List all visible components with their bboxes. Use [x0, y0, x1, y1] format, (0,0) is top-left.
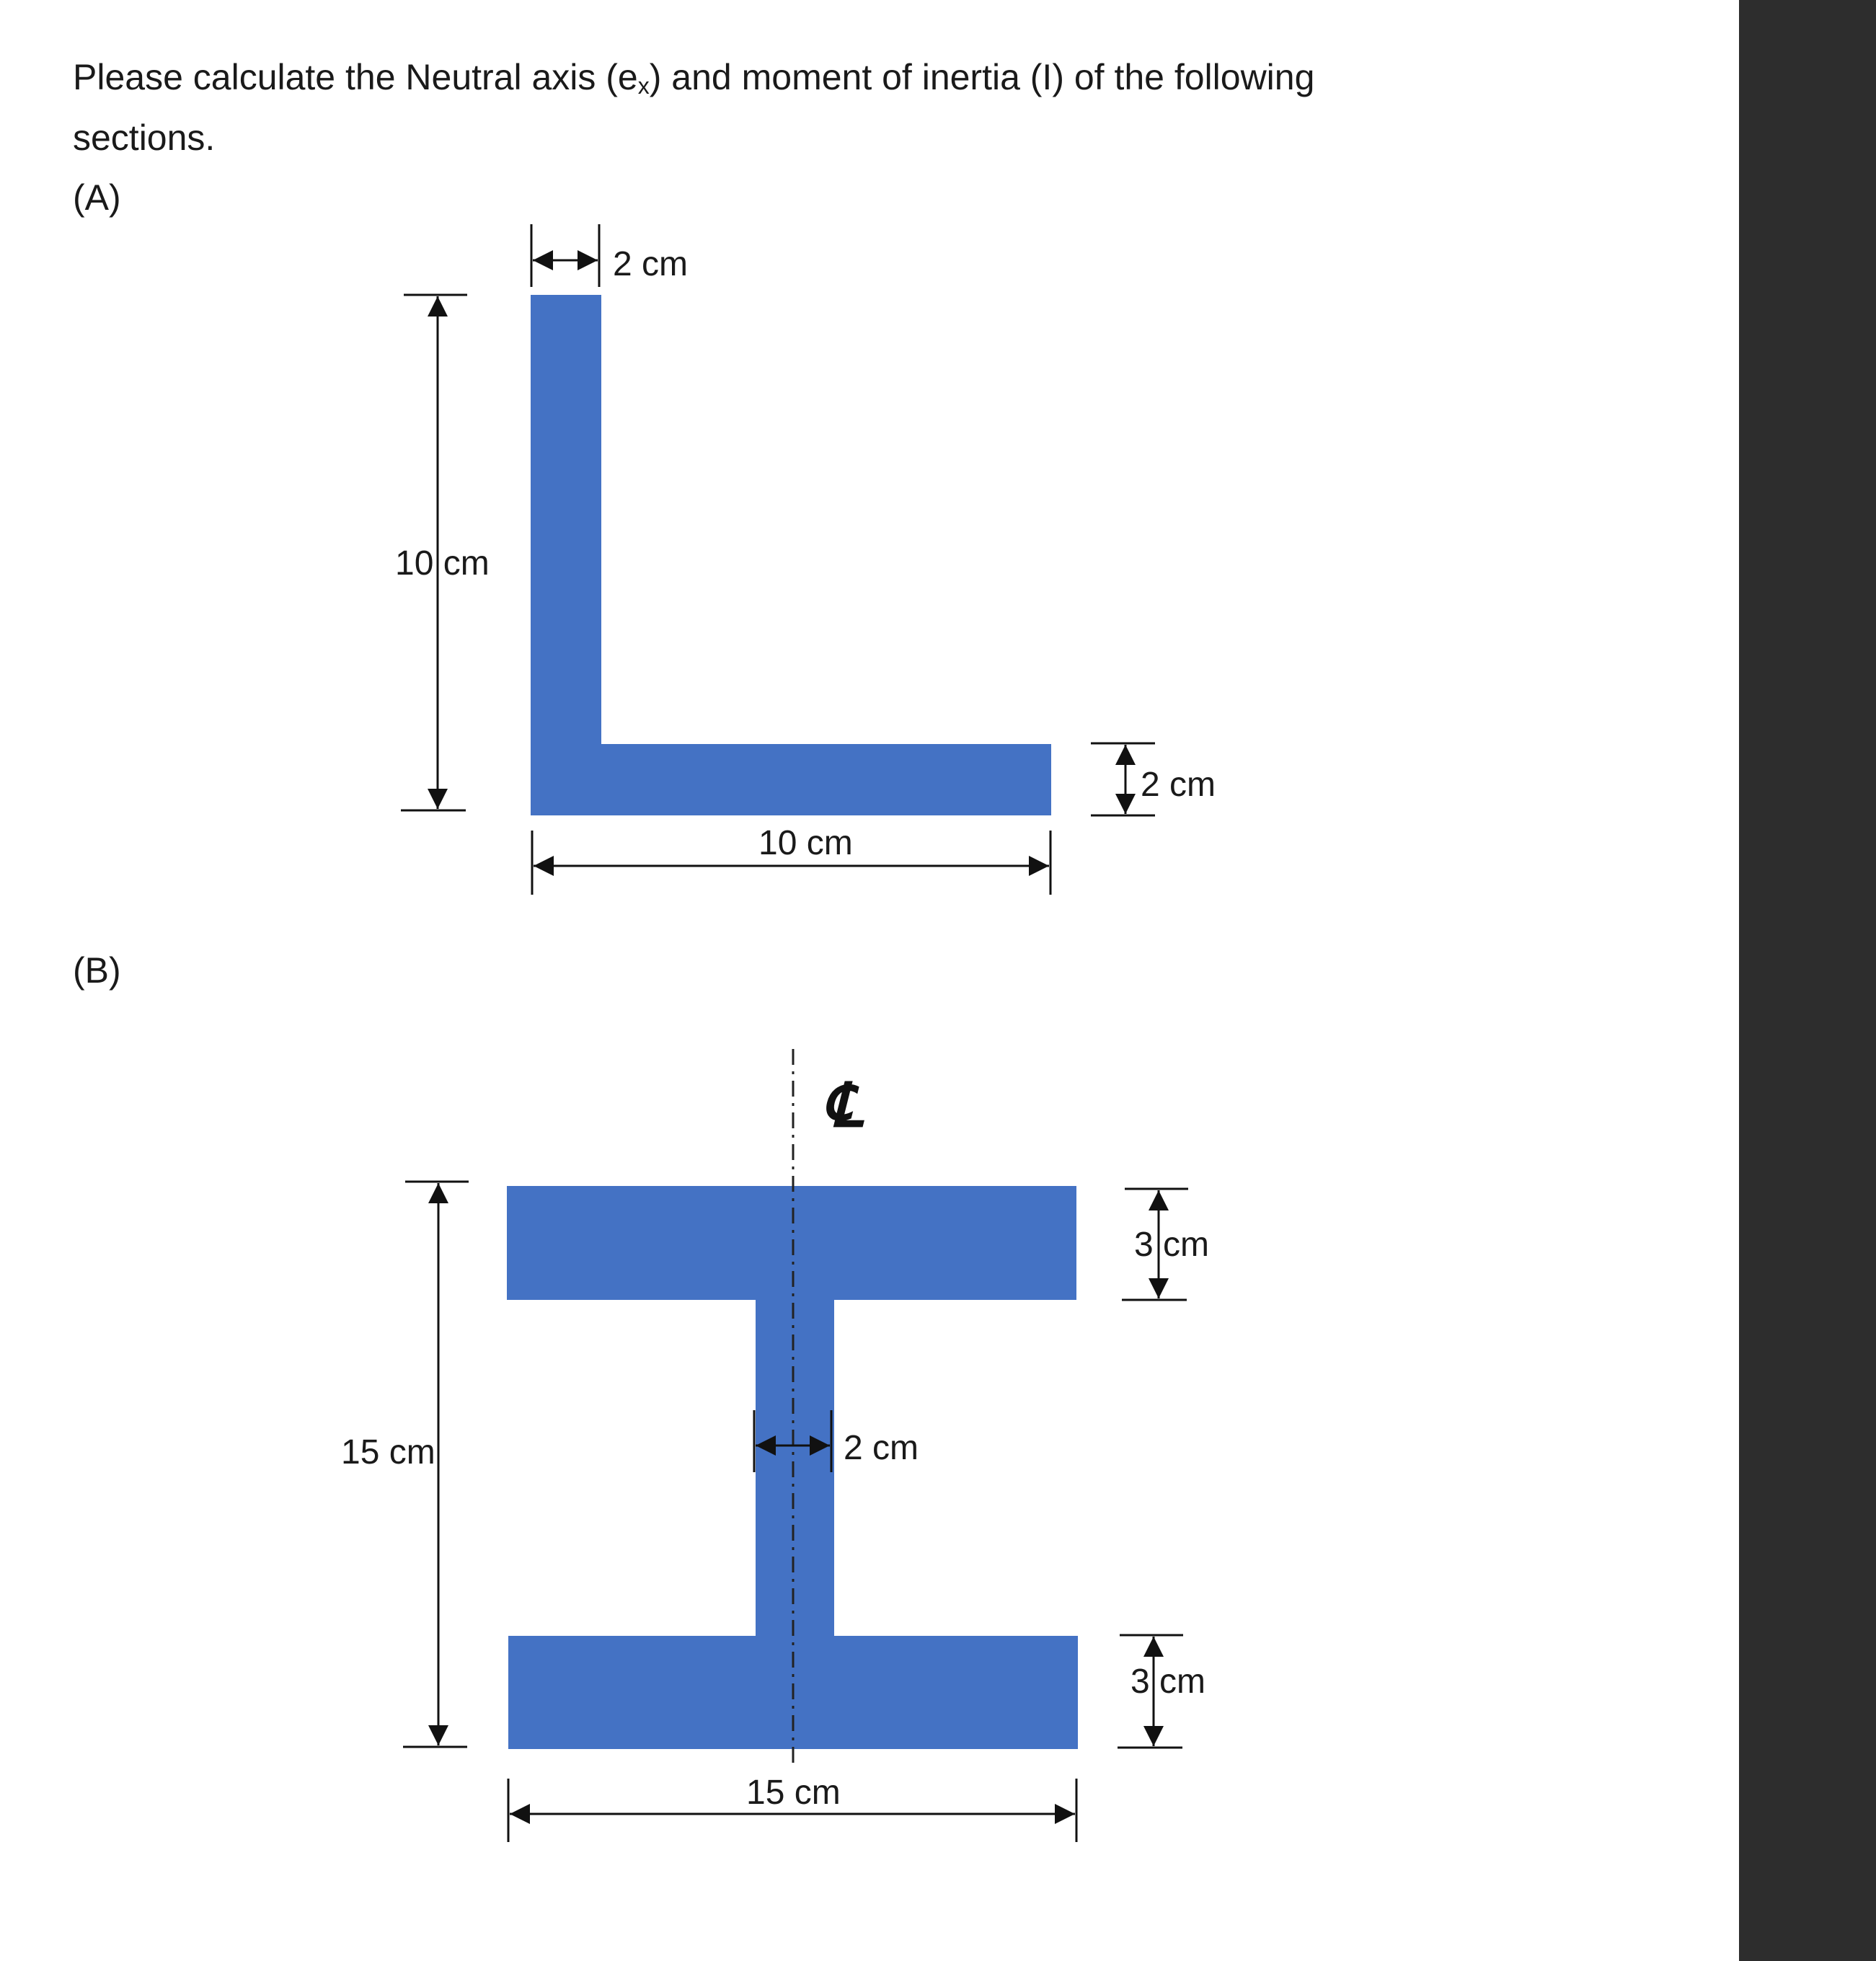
question-line-2: sections. [73, 118, 216, 158]
section-a-height-label: 10 cm [395, 544, 490, 583]
section-a-base-width-label: 10 cm [758, 824, 853, 862]
dark-side-margin [1739, 0, 1876, 1961]
section-b-height-label: 15 cm [341, 1433, 435, 1471]
section-b-bottom-flange-label: 3 cm [1131, 1663, 1206, 1701]
section-b-label: (B) [73, 950, 121, 991]
section-a-label: (A) [73, 177, 121, 218]
question-subscript: x [637, 73, 650, 99]
section-b-flange-width-label: 15 cm [746, 1774, 841, 1812]
section-a-l-shape [531, 295, 1051, 815]
question-text-start: Please calculate the Neutral axis (e [73, 57, 638, 97]
section-b-web-label: 2 cm [844, 1429, 919, 1467]
section-a-flange-thickness-label: 2 cm [613, 245, 689, 283]
section-b-centerline-symbol: ℄ [823, 1069, 862, 1141]
question-text-end: ) and moment of inertia (I) of the following [649, 57, 1315, 97]
section-a-base-thickness-label: 2 cm [1141, 766, 1216, 804]
section-b-top-flange-label: 3 cm [1134, 1226, 1210, 1264]
section-b-web [756, 1300, 834, 1636]
section-b-top-flange [507, 1186, 1076, 1300]
